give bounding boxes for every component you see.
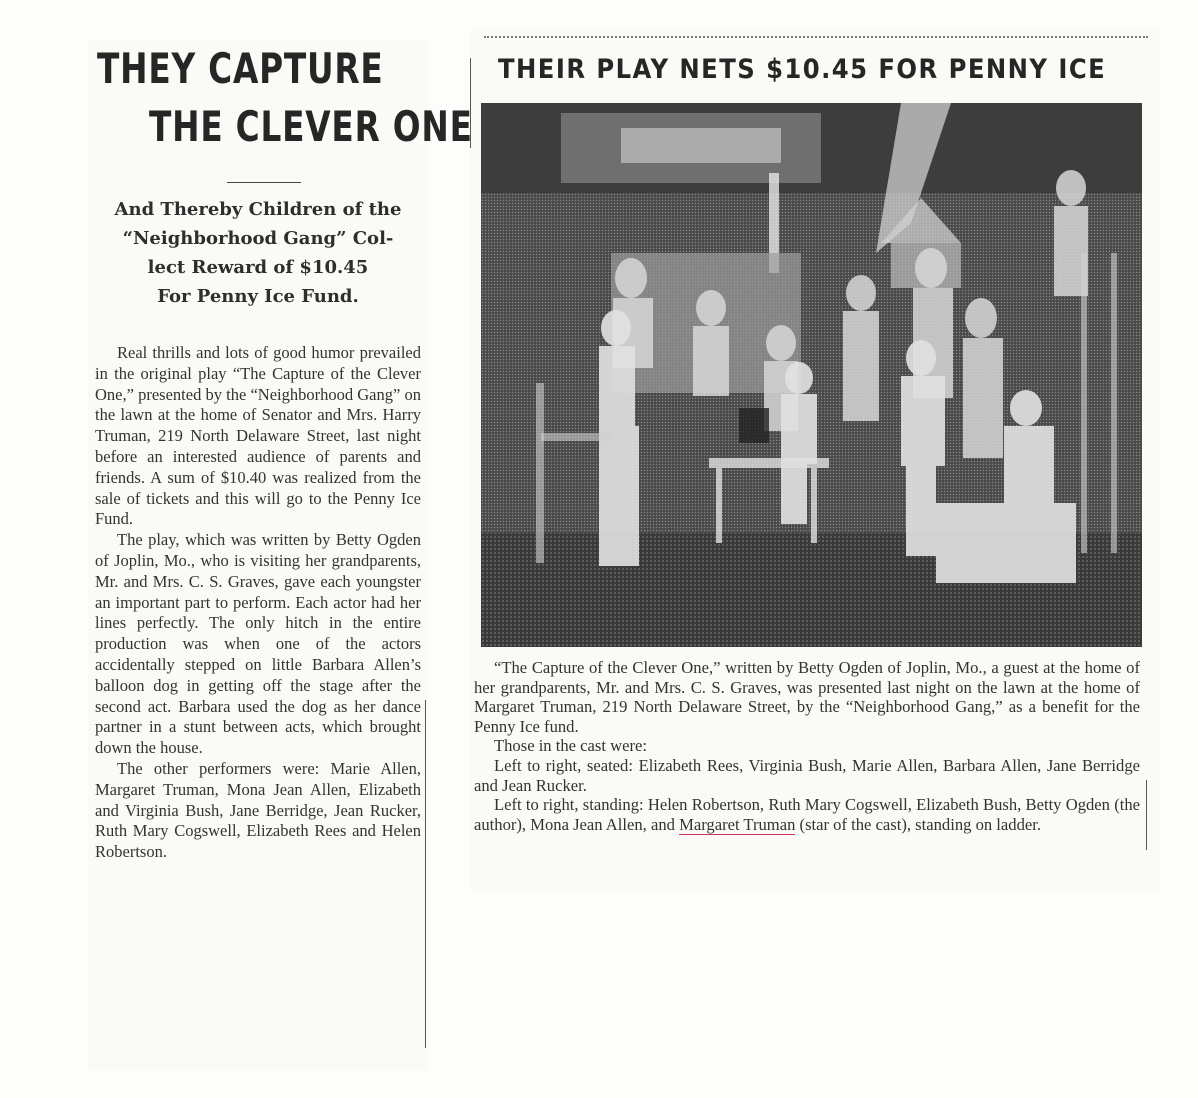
subheadline bbox=[95, 195, 421, 311]
column-rule bbox=[425, 700, 426, 1048]
paragraph: The play, which was written by Betty Ogden of Joplin, Mo., who is visiting her grandparents, Mr. and Mrs. C. S. Graves, gave each youngster an important part to perform. Each actor had her lines perfectly. The only hitch in the entire production was when one of the actors accidentally stepped on little Barbara Allen’s balloon dog in getting off the stage after the second act. Barbara used the dog as her dance partner in a stunt between acts, which brought down the house. bbox=[95, 530, 421, 758]
caption-paragraph: Those in the cast were: bbox=[494, 736, 647, 756]
group-photo bbox=[481, 103, 1142, 647]
paragraph: Real thrills and lots of good humor prevailed in the original play “The Capture of the Clever One,” presented by the “Neighborhood Gang” on the lawn at the home of Senator and Mrs. Harry Truman, 219 North Delaware Street, last night before an interested audience of parents and friends. A sum of $10.40 was realized from the sale of tickets and this will go to the Penny Ice Fund. bbox=[95, 343, 421, 529]
headline-divider bbox=[227, 182, 301, 183]
subhead-line: lect Reward of $10.45 bbox=[147, 257, 369, 278]
column-rule bbox=[1146, 780, 1147, 850]
top-dotted-rule bbox=[484, 36, 1148, 38]
headline-line-2: THE CLEVER ONE bbox=[149, 102, 473, 151]
paragraph: The other performers were: Marie Allen, Margaret Truman, Mona Jean Allen, Elizabeth and Virginia Bush, Jane Berridge, Jean Rucker, Ruth Mary Cogswell, Elizabeth Rees and Helen Robertson. bbox=[95, 758, 421, 862]
caption-paragraph bbox=[474, 795, 1140, 834]
highlighted-name: Margaret Truman bbox=[679, 814, 796, 834]
column-rule bbox=[470, 58, 471, 148]
caption-paragraph: Left to right, seated: Elizabeth Rees, Virginia Bush, Marie Allen, Barbara Allen, Jane Berridge and Jean Rucker. bbox=[474, 755, 1140, 795]
left-article bbox=[95, 40, 473, 863]
group-photo-icon bbox=[481, 103, 1142, 647]
caption-paragraph: “The Capture of the Clever One,” written by Betty Ogden of Joplin, Mo., a guest at the home of her grandparents, Mr. and Mrs. C. S. Graves, was presented last night on the lawn at the home of Margaret Truman, 219 North Delaware Street, by the “Neighborhood Gang,” as a benefit for the Penny Ice fund. bbox=[474, 658, 1140, 736]
subhead-line: For Penny Ice Fund. bbox=[157, 286, 359, 307]
subhead-line: And Thereby Children of the bbox=[114, 199, 402, 220]
photo-caption bbox=[474, 658, 1140, 834]
caption-text: Left to right, standing: Helen Robertson, Ruth Mary Cogswell, Elizabeth Bush, Betty Ogden (the author), Mona Jean Allen, and bbox=[474, 795, 1140, 834]
article-body bbox=[95, 343, 421, 863]
photo-headline: THEIR PLAY NETS $10.45 FOR PENNY ICE bbox=[498, 54, 1107, 85]
caption-text: (star of the cast), standing on ladder. bbox=[795, 814, 1041, 834]
subhead-line: “Neighborhood Gang” Col- bbox=[122, 228, 394, 249]
headline-line-1: THEY CAPTURE bbox=[97, 44, 384, 93]
